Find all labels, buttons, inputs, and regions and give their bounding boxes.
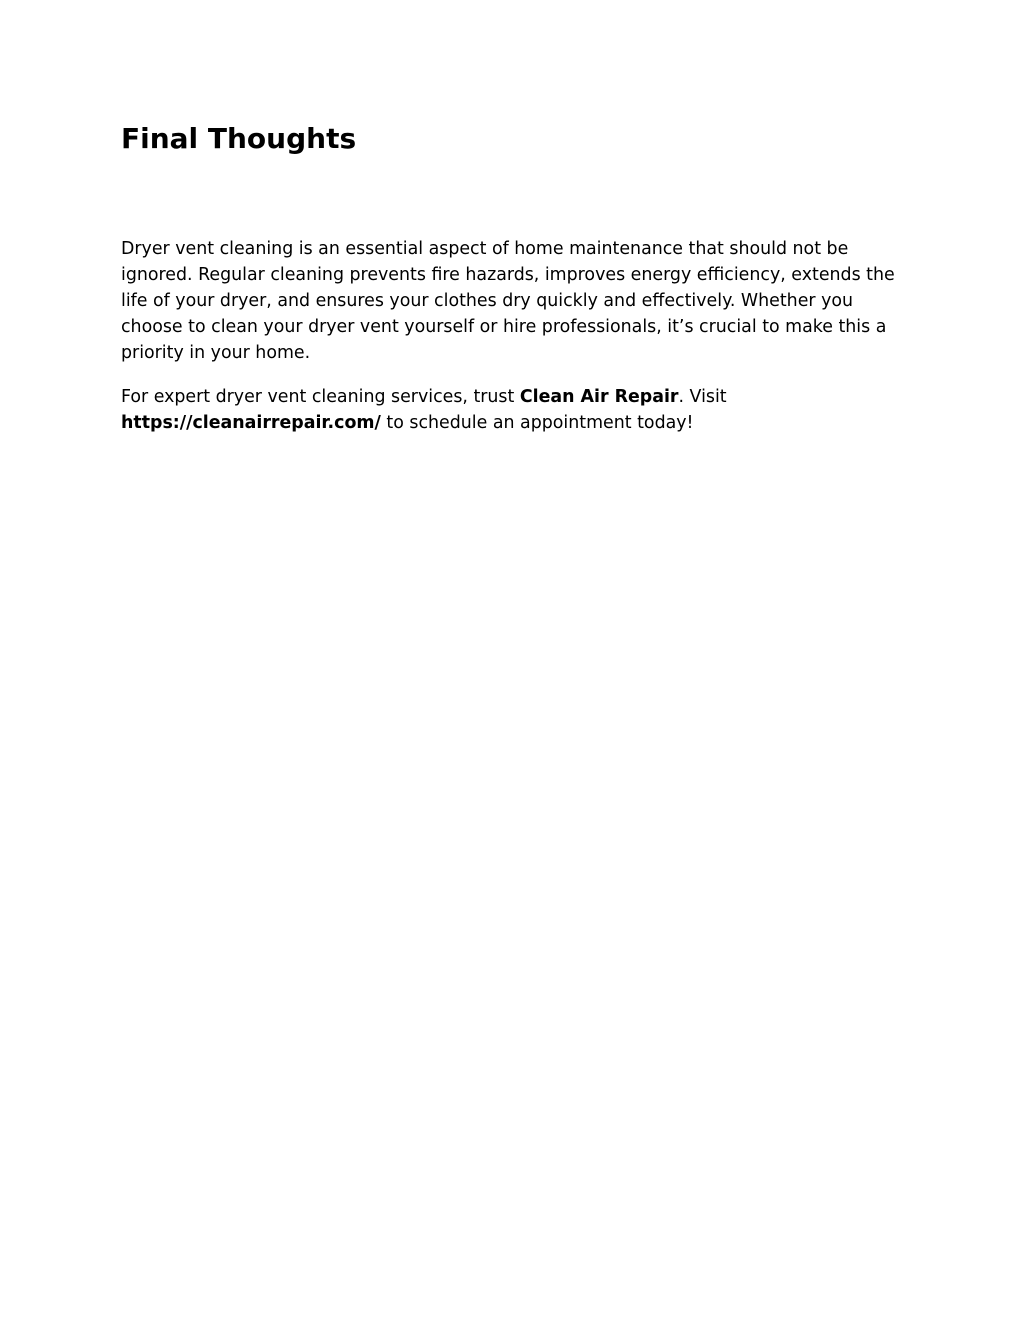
- body-paragraph-summary: Dryer vent cleaning is an essential aspect of home maintenance that should not be ignored. Regular cleaning prevents fire hazards, improves energy efficiency, extends the life of your dryer, and ensures your clothes dry quickly and effectively. Whether you choose to clean your dryer vent yourself or hire professionals, it’s crucial to make this a priority in your home.: [121, 239, 895, 363]
- cta-visit-text: . Visit: [678, 387, 727, 407]
- body-paragraph-cta: [121, 384, 911, 436]
- document-content: [121, 120, 911, 436]
- section-heading: Final Thoughts: [121, 122, 357, 155]
- website-url: https://cleanairrepair.com/: [121, 413, 381, 433]
- cta-closing-text: to schedule an appointment today!: [380, 413, 694, 433]
- brand-name: Clean Air Repair: [519, 387, 679, 407]
- cta-intro-text: For expert dryer vent cleaning services, trust: [121, 387, 520, 407]
